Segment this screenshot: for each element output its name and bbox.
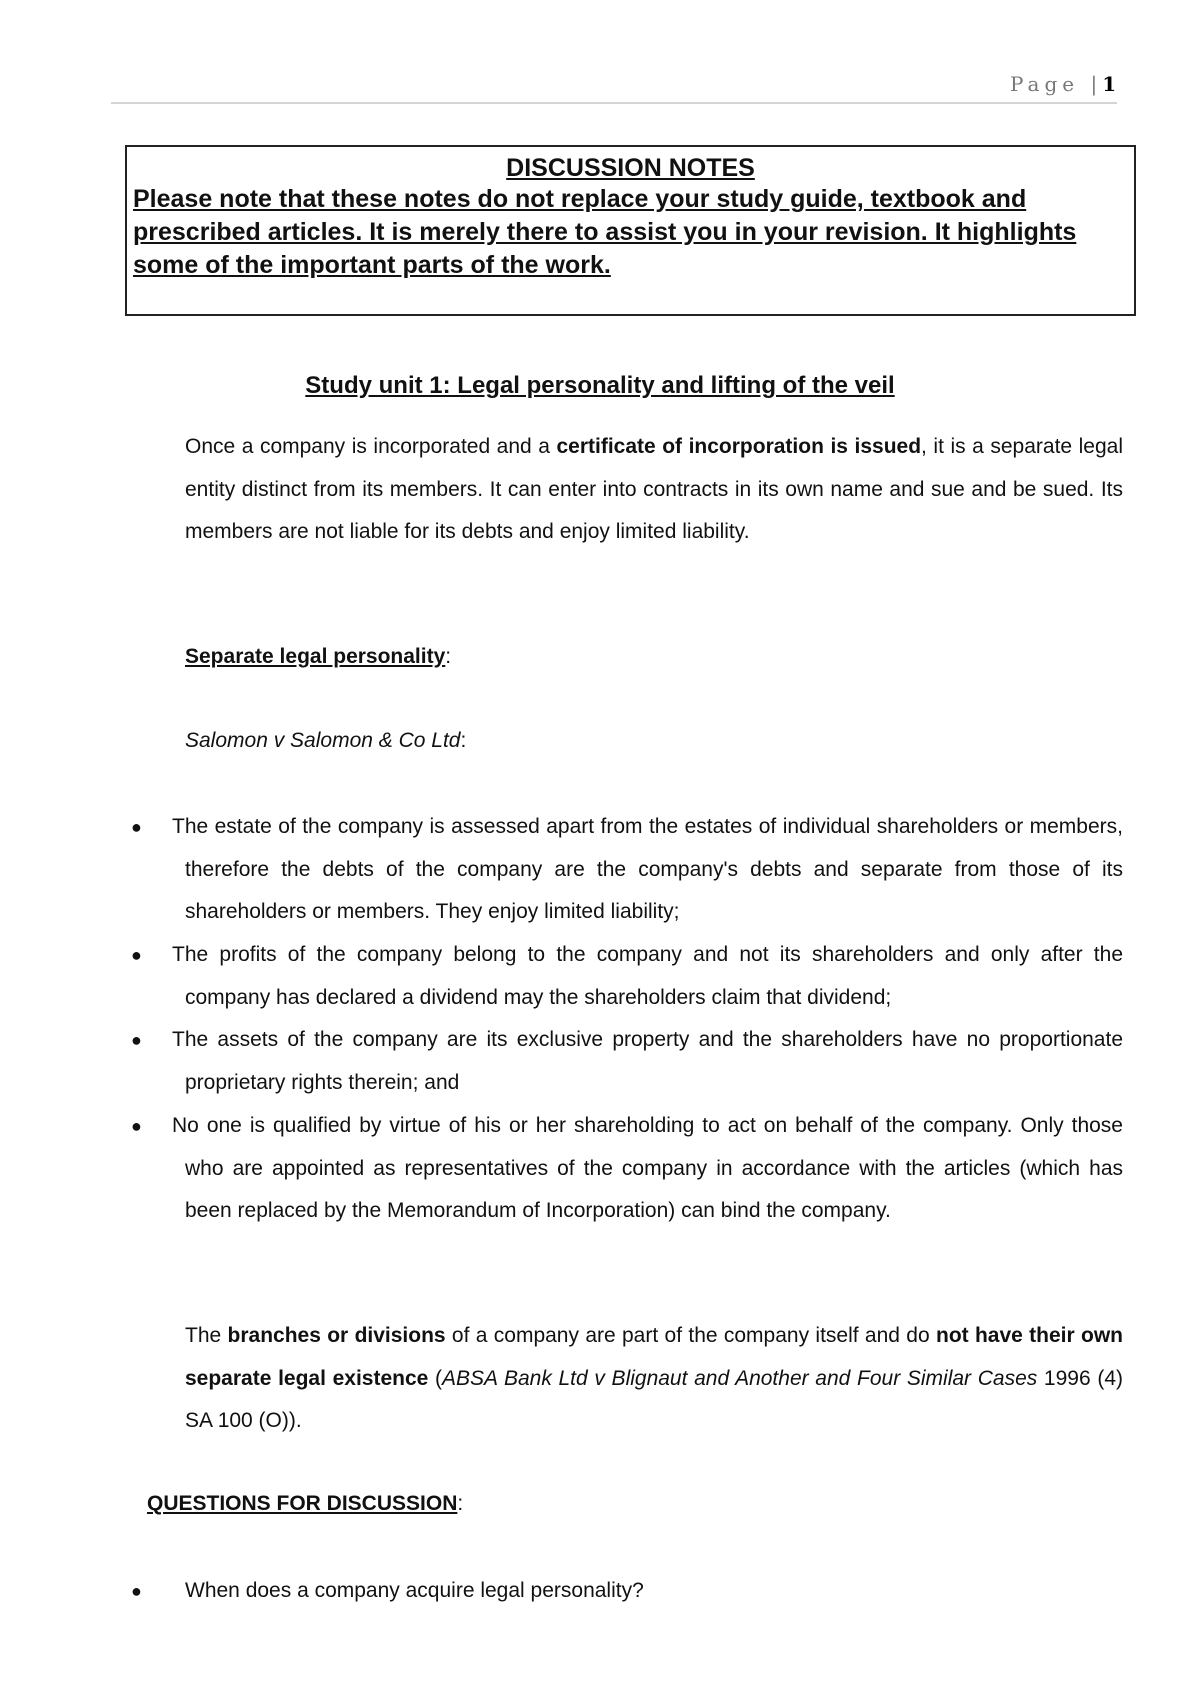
bullet-icon: ● — [131, 817, 142, 837]
text: of a company are part of the company itself and do — [445, 1324, 936, 1347]
notice-title: DISCUSSION NOTES — [506, 154, 755, 182]
bold-text: branches or divisions — [227, 1324, 446, 1347]
section-heading: QUESTIONS FOR DISCUSSION — [147, 1492, 458, 1515]
text: Once a company is incorporated and a — [185, 435, 557, 458]
list-item — [131, 1105, 1123, 1233]
bullet-icon: ● — [131, 1116, 142, 1136]
page-number: Page |1 — [1010, 72, 1117, 96]
list-item-text: No one is qualified by virtue of his or her shareholding to act on behalf of the company. Only those who are appointed as representatives of the company in accordance with the articles (which has been replaced by the Memorandum of Incorporation) can bind the company. — [172, 1114, 1123, 1222]
case-citation — [185, 720, 466, 763]
question-text: When does a company acquire legal personality? — [185, 1579, 644, 1602]
unit-title: Study unit 1: Legal personality and lifting of the veil — [305, 372, 895, 399]
colon: : — [445, 645, 452, 668]
questions-heading — [147, 1483, 463, 1526]
bold-text: certificate of incorporation is issued — [556, 435, 922, 458]
text: , it is a separate legal entity distinct from its members. It can enter into contracts in its own name and sue and be sued. Its members are not liable for its debts and enjoy limited liability. — [185, 435, 1123, 543]
list-item-text: The profits of the company belong to the company and not its shareholders and only after the company has declared a dividend may the shareholders claim that dividend; — [172, 943, 1123, 1009]
bold-text: not have their own separate legal existence — [185, 1324, 1124, 1390]
text: 1996 (4) SA 100 (O)). — [185, 1366, 1123, 1432]
list-item-text: The estate of the company is assessed apart from the estates of individual shareholders or members, therefore the debts of the company are the company's debts and separate from those of its shareholders or members. They enjoy limited liability; — [172, 815, 1123, 923]
list-item-text: The assets of the company are its exclusive property and the shareholders have no proportionate proprietary rights therein; and — [172, 1028, 1123, 1094]
header-divider — [111, 102, 1117, 104]
notice-text: Please note that these notes do not replace your study guide, textbook and prescribed articles. It is merely there to assist you in your revision. It highlights some of the important parts of the work. — [133, 185, 1077, 279]
list-item — [131, 934, 1123, 1019]
bullet-icon: ● — [131, 945, 142, 965]
intro-paragraph — [185, 426, 1123, 554]
separate-heading — [185, 636, 451, 679]
page-label: Page — [1010, 72, 1080, 96]
text: ( — [428, 1366, 443, 1390]
colon: : — [457, 1492, 464, 1515]
section-heading: Separate legal personality — [185, 645, 446, 668]
colon: : — [460, 729, 467, 752]
list-item — [131, 806, 1123, 934]
question-item — [131, 1570, 1123, 1613]
list-item — [131, 1019, 1123, 1104]
notice-box — [125, 145, 1136, 316]
text: The — [185, 1324, 228, 1347]
bullet-icon: ● — [131, 1030, 142, 1050]
page-number-value: 1 — [1102, 72, 1117, 96]
case-name: ABSA Bank Ltd v Blignaut and Another and Four Similar Cases — [442, 1366, 1038, 1390]
bullet-icon: ● — [131, 1581, 142, 1601]
branches-paragraph — [185, 1315, 1123, 1443]
case-name: Salomon v Salomon & Co Ltd — [185, 729, 461, 752]
